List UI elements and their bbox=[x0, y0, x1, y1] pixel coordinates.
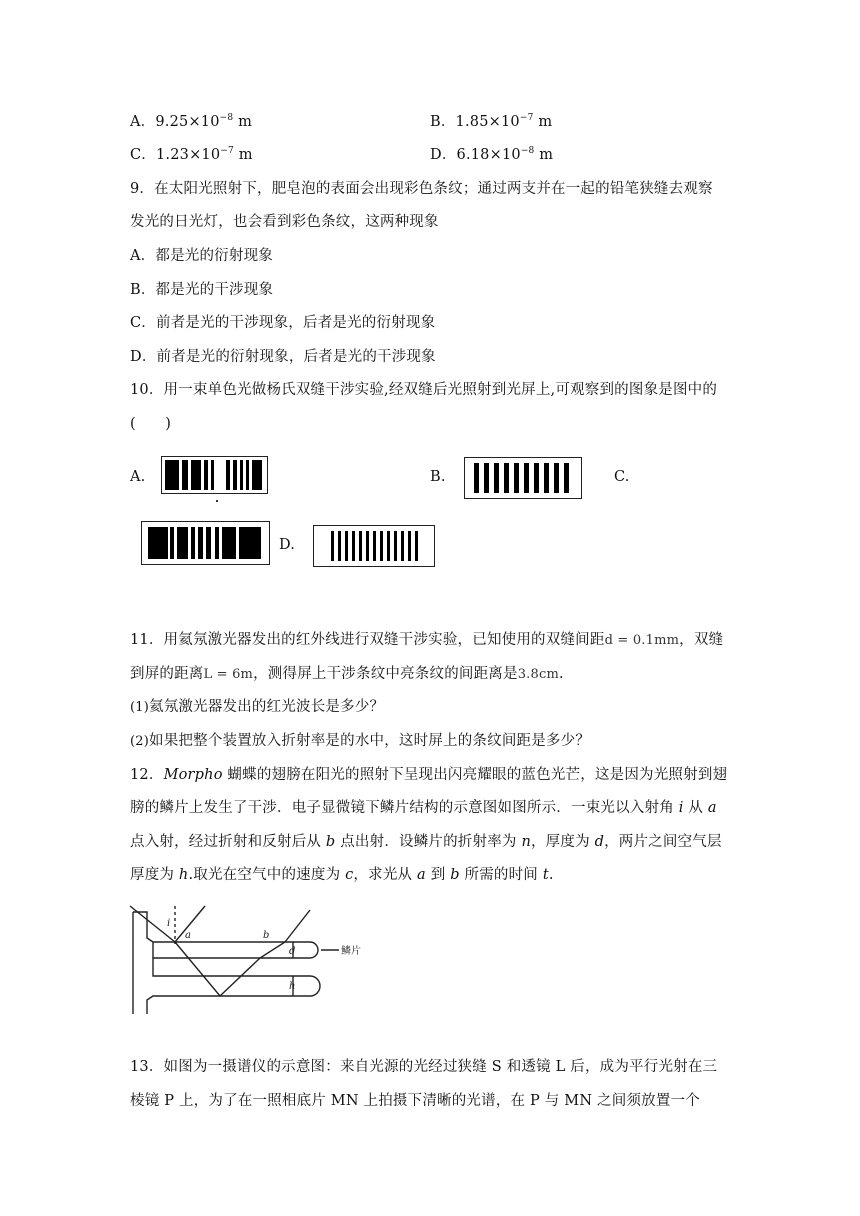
fig-label-d: d bbox=[289, 946, 296, 957]
q12-stem-line4: 厚度为 h.取光在空气中的速度为 c，求光从 a 到 b 所需的时间 t. bbox=[130, 867, 554, 883]
stripe bbox=[359, 531, 362, 561]
q8-option-d: D．$6.18\times 10^{-8}$ m bbox=[430, 146, 554, 163]
q10-label-b: B. bbox=[430, 469, 446, 485]
stripe bbox=[554, 463, 559, 493]
stripe bbox=[544, 463, 549, 493]
stripe bbox=[401, 531, 404, 561]
stripe bbox=[373, 531, 376, 561]
formula-d: d = 0.1mm bbox=[604, 633, 680, 648]
stripe bbox=[211, 460, 214, 490]
q12-stem-line3: 点入射，经过折射和反射后从 b 点出射．设鳞片的折射率为 n，厚度为 d，两片之间空气层 bbox=[130, 834, 722, 850]
scale-structure-diagram bbox=[125, 900, 375, 1020]
fig-label-h: h bbox=[289, 981, 296, 992]
stripe bbox=[165, 460, 179, 490]
stripe bbox=[240, 460, 243, 490]
q9-option-c: C．前者是光的干涉现象，后者是光的衍射现象 bbox=[130, 315, 436, 331]
stripe bbox=[206, 527, 211, 559]
q8-option-b: B．$1.85\times 10^{-7}$ m bbox=[430, 113, 553, 130]
stripe bbox=[408, 531, 411, 561]
scale-outline bbox=[133, 912, 320, 1014]
stripe bbox=[366, 531, 369, 561]
q11-stem-line2: 到屏的距离L = 6m，测得屏上干涉条纹中亮条纹的间距离是3.8cm. bbox=[130, 666, 564, 682]
q11-stem-line1: 11．用氦氖激光器发出的红外线进行双缝干涉实验，已知使用的双缝间距d = 0.1mm，双缝 bbox=[130, 632, 724, 648]
dot-mark bbox=[216, 500, 218, 502]
stripe bbox=[177, 527, 188, 559]
stripe bbox=[345, 531, 348, 561]
q10-pattern-c bbox=[141, 521, 270, 565]
q9-stem-line1: 9．在太阳光照射下，肥皂泡的表面会出现彩色条纹；通过两支并在一起的铅笔狭缝去观察 bbox=[130, 181, 713, 197]
stripe bbox=[514, 463, 519, 493]
q10-pattern-d bbox=[313, 525, 435, 567]
stripe bbox=[222, 527, 236, 559]
stripe bbox=[387, 531, 390, 561]
fig-label-scale: 鳞片 bbox=[341, 946, 361, 957]
stripe bbox=[198, 527, 203, 559]
q8-option-c: C．$1.23\times 10^{-7}$ m bbox=[130, 146, 253, 163]
formula-distance: 3.8cm bbox=[517, 667, 559, 682]
stripe bbox=[239, 527, 261, 559]
q13-stem-line2: 棱镜 P 上，为了在一照相底片 MN 上拍摄下清晰的光谱，在 P 与 MN 之间须放置一个 bbox=[130, 1093, 700, 1109]
stripe bbox=[252, 460, 262, 490]
stripe bbox=[415, 531, 418, 561]
stripe bbox=[484, 463, 489, 493]
q10-pattern-b bbox=[464, 457, 582, 499]
fig-label-i: i bbox=[167, 918, 171, 929]
stripe bbox=[534, 463, 539, 493]
stripe bbox=[215, 527, 219, 559]
q9-stem-line2: 发光的日光灯，也会看到彩色条纹，这两种现象 bbox=[130, 214, 439, 230]
stripe bbox=[338, 531, 341, 561]
stripe bbox=[246, 460, 249, 490]
q12-stem-line2: 膀的鳞片上发生了干涉．电子显微镜下鳞片结构的示意图如图所示．一束光以入射角 i 从 a bbox=[130, 800, 717, 816]
q8-option-a: A．$9.25\times 10^{-8}$ m bbox=[130, 113, 253, 130]
stripe bbox=[494, 463, 499, 493]
q9-option-a: A．都是光的衍射现象 bbox=[130, 248, 273, 264]
q10-label-c: C. bbox=[614, 469, 630, 485]
stripe bbox=[148, 527, 168, 559]
q13-stem-line1: 13．如图为一摄谱仪的示意图：来自光源的光经过狭缝 S 和透镜 L 后，成为平行光射在三 bbox=[130, 1059, 718, 1075]
stripe bbox=[504, 463, 509, 493]
stripe bbox=[331, 531, 334, 561]
q10-stem-line1: 10．用一束单色光做杨氏双缝干涉实验,经双缝后光照射到光屏上,可观察到的图象是图中的 bbox=[130, 382, 718, 398]
stripe bbox=[191, 527, 195, 559]
stripe bbox=[226, 460, 230, 490]
stripe bbox=[191, 460, 201, 490]
stripe bbox=[233, 460, 237, 490]
stripe bbox=[380, 531, 383, 561]
formula-L: L = 6m bbox=[203, 667, 254, 682]
q9-option-d: D．前者是光的衍射现象，后者是光的干涉现象 bbox=[130, 349, 436, 365]
stripe bbox=[394, 531, 397, 561]
q10-label-d: D. bbox=[279, 537, 296, 553]
fig-label-b: b bbox=[263, 930, 270, 941]
q9-option-b: B．都是光的干涉现象 bbox=[130, 282, 274, 298]
stripe bbox=[564, 463, 569, 493]
q10-pattern-a bbox=[161, 456, 268, 494]
stripe bbox=[474, 463, 479, 493]
stripe bbox=[204, 460, 208, 490]
stripe bbox=[524, 463, 529, 493]
fig-label-a: a bbox=[185, 930, 191, 941]
q11-sub1: (1)氦氖激光器发出的红光波长是多少？ bbox=[130, 699, 385, 715]
q10-label-a: A. bbox=[130, 469, 146, 485]
stripe bbox=[170, 527, 174, 559]
stripe bbox=[352, 531, 355, 561]
q11-sub2: (2)如果把整个装置放入折射率是的水中，这时屏上的条纹间距是多少？ bbox=[130, 733, 591, 749]
q12-stem-line1: 12．Morpho 蝴蝶的翅膀在阳光的照射下呈现出闪亮耀眼的蓝色光芒，这是因为光照射到翅 bbox=[130, 767, 728, 783]
stripe bbox=[182, 460, 188, 490]
q10-stem-line2: ( ) bbox=[130, 416, 172, 432]
